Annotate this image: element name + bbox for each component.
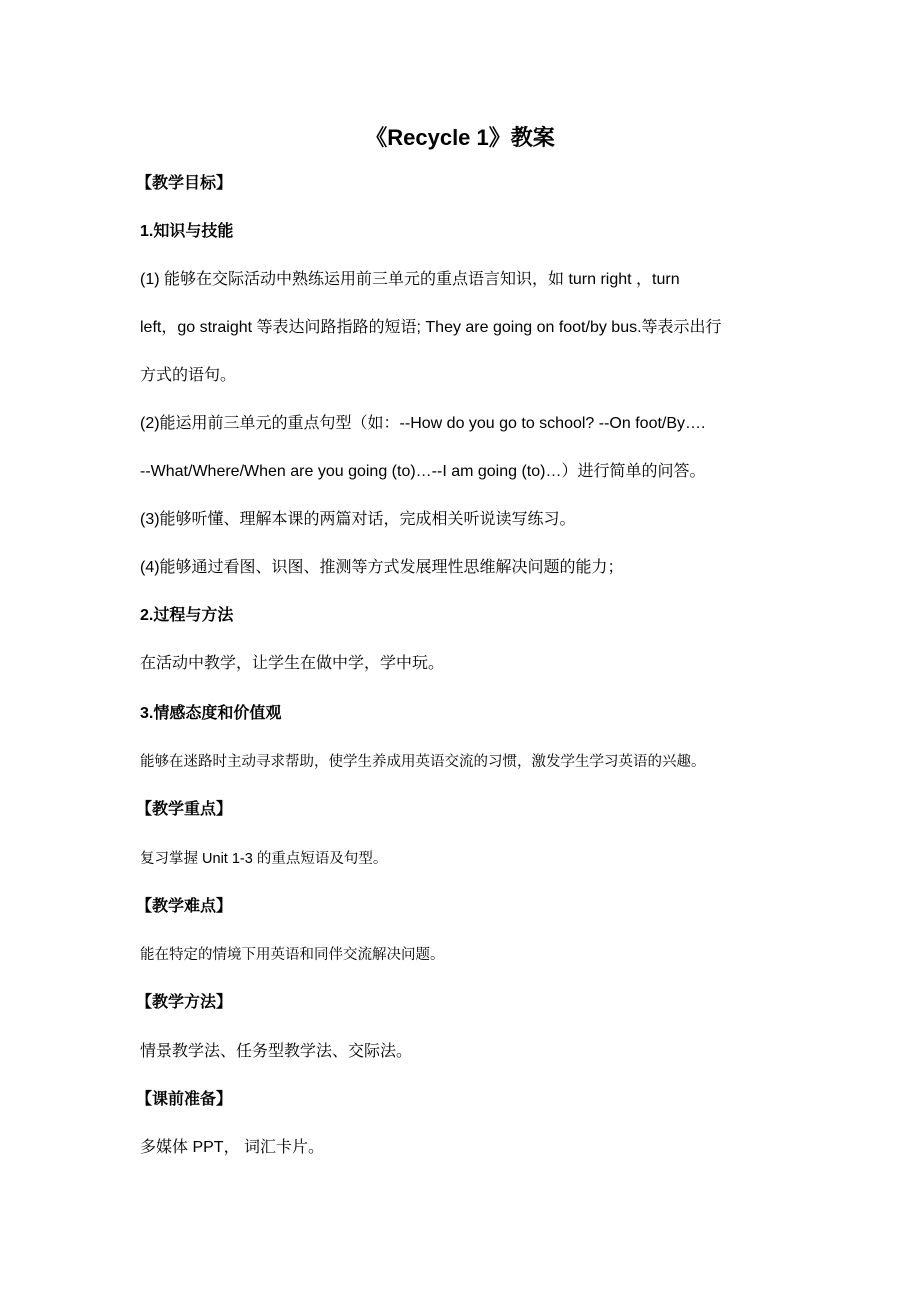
methods-text: 情景教学法、任务型教学法、交际法。 bbox=[140, 1043, 413, 1060]
objective-item-1-line-1: (1) 能够在交际活动中熟练运用前三单元的重点语言知识，如 turn right ，turn bbox=[140, 271, 680, 288]
objective-item-1-line-3: 方式的语句。 bbox=[140, 367, 237, 384]
objective-item-4: (4)能够通过看图、识图、推测等方式发展理性思维解决问题的能力； bbox=[140, 559, 624, 576]
section-heading-key-points: 【教学重点】 bbox=[136, 801, 233, 818]
document-title: 《Recycle 1》教案 bbox=[365, 125, 555, 150]
subheading-knowledge-skills: 1.知识与技能 bbox=[140, 223, 234, 240]
preparation-text: 多媒体 PPT， 词汇卡片。 bbox=[140, 1139, 325, 1156]
attitude-values-text: 能够在迷路时主动寻求帮助，使学生养成用英语交流的习惯，激发学生学习英语的兴趣。 bbox=[140, 754, 706, 770]
objective-item-2-line-2: --What/Where/When are you going (to)…--I am going (to)…）进行简单的问答。 bbox=[140, 463, 706, 480]
subheading-attitude-values: 3.情感态度和价值观 bbox=[140, 705, 282, 722]
subheading-process-methods: 2.过程与方法 bbox=[140, 607, 234, 624]
objective-item-3: (3)能够听懂、理解本课的两篇对话，完成相关听说读写练习。 bbox=[140, 511, 576, 528]
section-heading-methods: 【教学方法】 bbox=[136, 994, 233, 1011]
objective-item-1-line-2: left，go straight 等表达问路指路的短语; They are going on foot/by bus.等表示出行 bbox=[140, 319, 722, 336]
objective-item-2-line-1: (2)能运用前三单元的重点句型（如：--How do you go to school? --On foot/By…. bbox=[140, 415, 706, 432]
key-points-text: 复习掌握 Unit 1-3 的重点短语及句型。 bbox=[140, 851, 388, 867]
section-heading-objectives: 【教学目标】 bbox=[136, 175, 233, 192]
process-methods-text: 在活动中教学，让学生在做中学，学中玩。 bbox=[140, 655, 445, 672]
difficulties-text: 能在特定的情境下用英语和同伴交流解决问题。 bbox=[140, 947, 445, 963]
section-heading-preparation: 【课前准备】 bbox=[136, 1091, 233, 1108]
section-heading-difficulties: 【教学难点】 bbox=[136, 898, 233, 915]
